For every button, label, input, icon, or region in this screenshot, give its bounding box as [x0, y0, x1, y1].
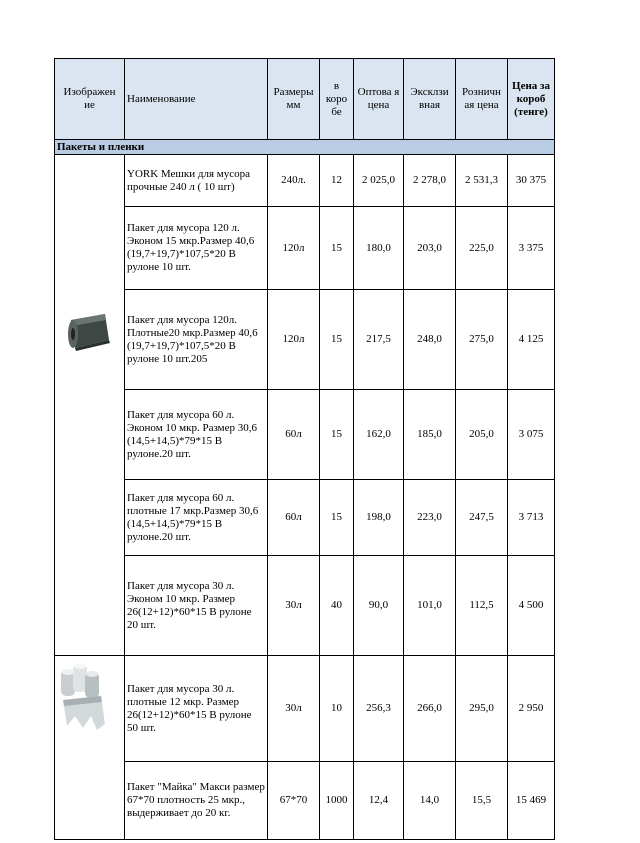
row-per-box: 1000 [320, 762, 354, 840]
header-size: Размеры мм [268, 59, 320, 140]
row-name: Пакет для мусора 120л. Плотные20 мкр.Размер 40,6 (19,7+19,7)*107,5*20 В рулоне 10 шт.205 [125, 290, 268, 390]
row-retail: 247,5 [456, 480, 508, 556]
row-wholesale: 180,0 [354, 207, 404, 290]
row-retail: 295,0 [456, 656, 508, 762]
row-exclusive: 185,0 [404, 390, 456, 480]
row-box-price: 3 713 [508, 480, 555, 556]
row-name: Пакет для мусора 120 л. Эконом 15 мкр.Размер 40,6 (19,7+19,7)*107,5*20 В рулоне 10 шт. [125, 207, 268, 290]
header-image: Изображен ие [55, 59, 125, 140]
row-name: Пакет "Майка" Макси размер 67*70 плотность 25 мкр., выдерживает до 20 кг. [125, 762, 268, 840]
trash-bag-roll-image [65, 312, 113, 352]
row-size: 60л [268, 390, 320, 480]
header-exclusive: Эксклзи вная [404, 59, 456, 140]
row-retail: 205,0 [456, 390, 508, 480]
table-row [55, 207, 555, 290]
row-name: Пакет для мусора 30 л. Эконом 10 мкр. Размер 26(12+12)*60*15 В рулоне 20 шт. [125, 556, 268, 656]
row-size: 30л [268, 556, 320, 656]
table-row [55, 556, 555, 656]
row-exclusive: 101,0 [404, 556, 456, 656]
image-cell-bags [55, 656, 125, 840]
row-exclusive: 266,0 [404, 656, 456, 762]
row-name: Пакет для мусора 60 л. плотные 17 мкр.Размер 30,6 (14,5+14,5)*79*15 В рулоне.20 шт. [125, 480, 268, 556]
header-name: Наименование [125, 59, 268, 140]
row-exclusive: 14,0 [404, 762, 456, 840]
header-row [55, 59, 555, 140]
row-retail: 275,0 [456, 290, 508, 390]
row-box-price: 15 469 [508, 762, 555, 840]
row-box-price: 4 500 [508, 556, 555, 656]
row-box-price: 3 375 [508, 207, 555, 290]
row-wholesale: 162,0 [354, 390, 404, 480]
row-size: 67*70 [268, 762, 320, 840]
row-wholesale: 12,4 [354, 762, 404, 840]
row-box-price: 30 375 [508, 155, 555, 207]
row-exclusive: 248,0 [404, 290, 456, 390]
header-per-box: в коро бе [320, 59, 354, 140]
row-exclusive: 223,0 [404, 480, 456, 556]
row-size: 60л [268, 480, 320, 556]
section-title: Пакеты и пленки [55, 140, 555, 155]
row-per-box: 10 [320, 656, 354, 762]
row-size: 120л [268, 290, 320, 390]
bag-rolls-image [57, 660, 113, 732]
row-exclusive: 2 278,0 [404, 155, 456, 207]
table-row [55, 390, 555, 480]
row-retail: 112,5 [456, 556, 508, 656]
row-retail: 15,5 [456, 762, 508, 840]
row-box-price: 3 075 [508, 390, 555, 480]
row-per-box: 15 [320, 207, 354, 290]
row-retail: 2 531,3 [456, 155, 508, 207]
row-per-box: 12 [320, 155, 354, 207]
row-name: Пакет для мусора 60 л. Эконом 10 мкр. Размер 30,6 (14,5+14,5)*79*15 В рулоне.20 шт. [125, 390, 268, 480]
row-size: 30л [268, 656, 320, 762]
row-per-box: 15 [320, 480, 354, 556]
row-per-box: 15 [320, 390, 354, 480]
table-row [55, 480, 555, 556]
row-name: YORK Мешки для мусора прочные 240 л ( 10 шт) [125, 155, 268, 207]
row-wholesale: 256,3 [354, 656, 404, 762]
row-wholesale: 90,0 [354, 556, 404, 656]
row-per-box: 15 [320, 290, 354, 390]
row-box-price: 4 125 [508, 290, 555, 390]
table-row [55, 656, 555, 762]
header-box-price: Цена за короб (тенге) [508, 59, 555, 140]
row-box-price: 2 950 [508, 656, 555, 762]
price-table [54, 58, 555, 840]
section-row [55, 140, 555, 155]
row-wholesale: 2 025,0 [354, 155, 404, 207]
row-size: 240л. [268, 155, 320, 207]
row-exclusive: 203,0 [404, 207, 456, 290]
row-size: 120л [268, 207, 320, 290]
table-row [55, 762, 555, 840]
image-cell-rolls [55, 155, 125, 656]
row-name: Пакет для мусора 30 л. плотные 12 мкр. Размер 26(12+12)*60*15 В рулоне 50 шт. [125, 656, 268, 762]
header-wholesale: Оптова я цена [354, 59, 404, 140]
row-retail: 225,0 [456, 207, 508, 290]
row-wholesale: 217,5 [354, 290, 404, 390]
table-row [55, 290, 555, 390]
row-wholesale: 198,0 [354, 480, 404, 556]
table-row [55, 155, 555, 207]
header-retail: Розничн ая цена [456, 59, 508, 140]
row-per-box: 40 [320, 556, 354, 656]
